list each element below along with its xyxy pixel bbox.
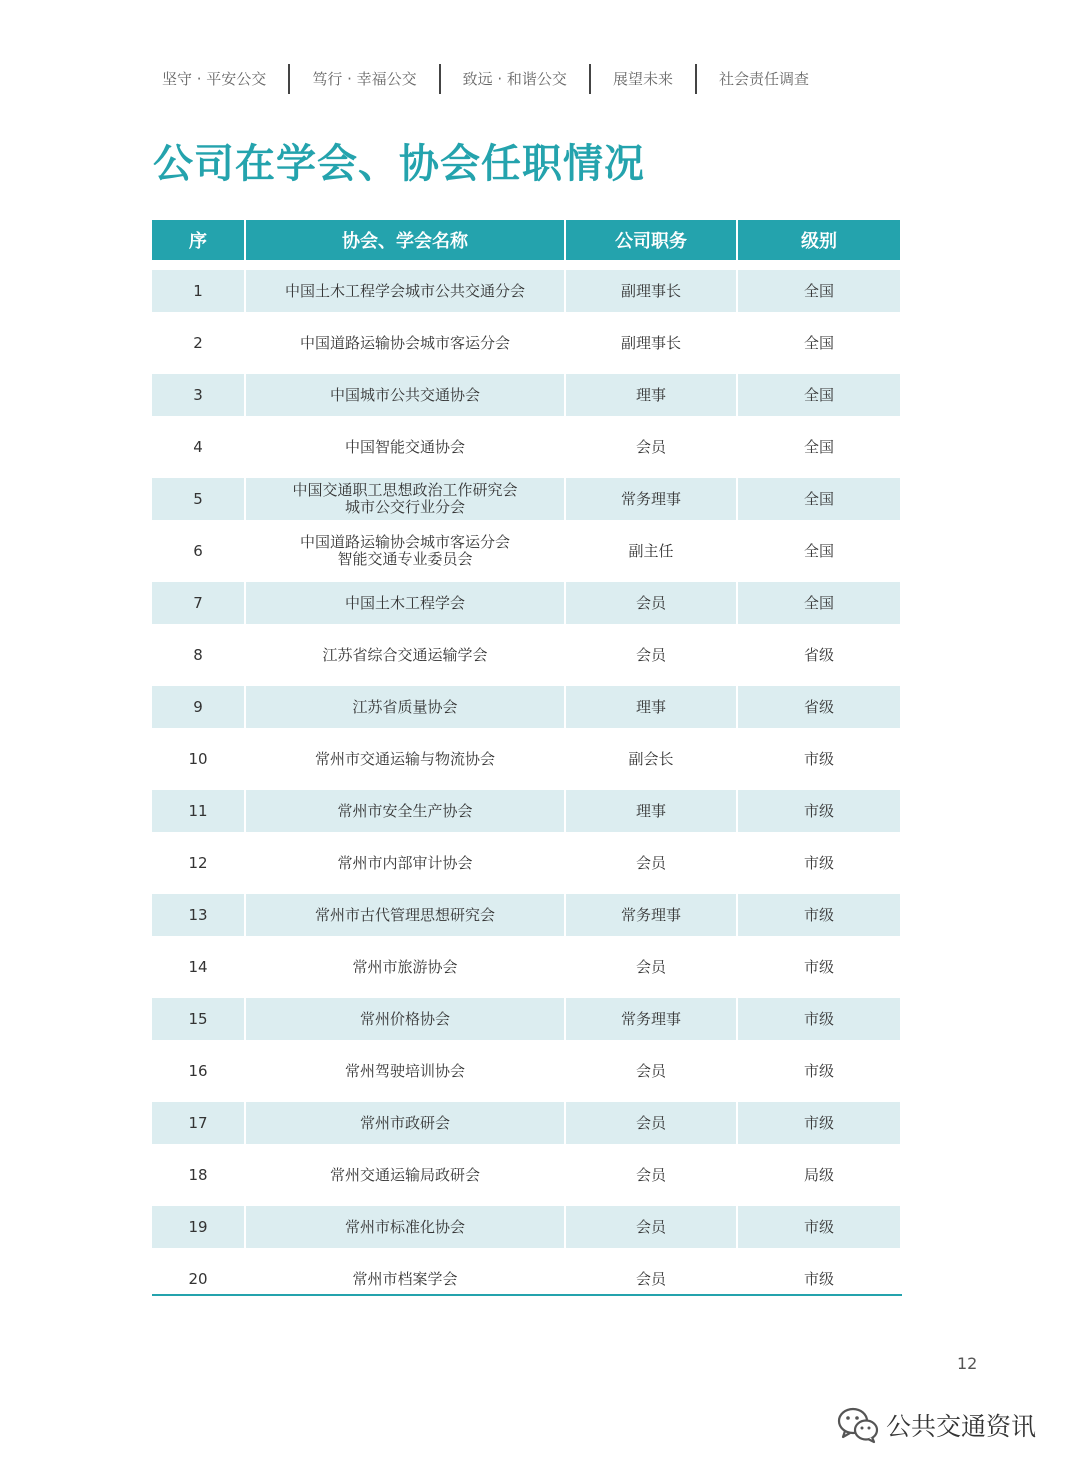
cell-name-line: 常州市标准化协会 — [344, 1217, 465, 1236]
cell-no: 14 — [152, 946, 244, 988]
cell-role: 理事 — [566, 686, 736, 728]
cell-level: 市级 — [738, 946, 900, 988]
cell-level: 市级 — [738, 790, 900, 832]
cell-level: 全国 — [738, 582, 900, 624]
cell-name-line: 常州市交通运输与物流协会 — [314, 749, 495, 768]
cell-role: 副理事长 — [566, 270, 736, 312]
cell-role: 常务理事 — [566, 894, 736, 936]
table-row — [152, 530, 900, 572]
table-row — [152, 374, 900, 416]
cell-name-line: 中国道路运输协会城市客运分会 — [299, 333, 510, 352]
watermark-text: 公共交通资讯 — [886, 1412, 1037, 1441]
cell-name — [246, 374, 564, 416]
cell-no: 7 — [152, 582, 244, 624]
cell-role: 理事 — [566, 790, 736, 832]
cell-name-line: 江苏省综合交通运输学会 — [322, 645, 488, 664]
cell-no: 13 — [152, 894, 244, 936]
cell-level: 全国 — [738, 322, 900, 364]
cell-no: 1 — [152, 270, 244, 312]
watermark — [836, 1405, 1036, 1445]
cell-name — [246, 530, 564, 572]
cell-name — [246, 998, 564, 1040]
cell-no: 17 — [152, 1102, 244, 1144]
page-title: 公司在学会、协会任职情况 — [153, 141, 645, 187]
cell-role: 会员 — [566, 1102, 736, 1144]
cell-name-line: 常州交通运输局政研会 — [329, 1165, 480, 1184]
cell-no: 9 — [152, 686, 244, 728]
cell-name-line: 中国道路运输协会城市客运分会 — [299, 533, 510, 551]
cell-name — [246, 1102, 564, 1144]
cell-level: 全国 — [738, 374, 900, 416]
table-row — [152, 1154, 900, 1196]
table-row — [152, 790, 900, 832]
cell-no: 19 — [152, 1206, 244, 1248]
header-role: 公司职务 — [566, 220, 736, 260]
cell-name-line: 常州价格协会 — [359, 1009, 450, 1028]
cell-no: 10 — [152, 738, 244, 780]
cell-name-line: 中国土木工程学会城市公共交通分会 — [284, 281, 525, 300]
nav-item-happiness[interactable]: 笃行 · 幸福公交 — [312, 70, 417, 88]
cell-role: 副会长 — [566, 738, 736, 780]
nav-item-safety[interactable]: 坚守 · 平安公交 — [162, 70, 267, 88]
cell-level: 局级 — [738, 1154, 900, 1196]
cell-name-line: 智能交通专业委员会 — [337, 550, 473, 568]
table-row — [152, 998, 900, 1040]
cell-level: 市级 — [738, 998, 900, 1040]
table-row — [152, 322, 900, 364]
table-row — [152, 894, 900, 936]
cell-name-line: 江苏省质量协会 — [352, 697, 458, 716]
table-row — [152, 270, 900, 312]
cell-level: 市级 — [738, 842, 900, 884]
cell-name-line: 中国智能交通协会 — [344, 437, 465, 456]
cell-name-line: 中国土木工程学会 — [344, 593, 465, 612]
cell-name — [246, 426, 564, 468]
cell-name-line: 城市公交行业分会 — [344, 498, 465, 516]
cell-level: 全国 — [738, 530, 900, 572]
cell-name — [246, 1050, 564, 1092]
table-body — [152, 270, 900, 1300]
cell-level: 省级 — [738, 686, 900, 728]
cell-role: 会员 — [566, 1206, 736, 1248]
cell-level: 省级 — [738, 634, 900, 676]
cell-no: 3 — [152, 374, 244, 416]
cell-role: 会员 — [566, 582, 736, 624]
cell-role: 会员 — [566, 1154, 736, 1196]
cell-level: 全国 — [738, 478, 900, 520]
cell-level: 市级 — [738, 1258, 900, 1300]
cell-name — [246, 686, 564, 728]
cell-name — [246, 790, 564, 832]
cell-name-line: 常州驾驶培训协会 — [344, 1061, 465, 1080]
cell-name-line: 中国城市公共交通协会 — [329, 385, 480, 404]
association-roles-table — [150, 210, 902, 1310]
cell-name-line: 中国交通职工思想政治工作研究会 — [292, 481, 518, 499]
table-row — [152, 582, 900, 624]
table-row — [152, 842, 900, 884]
cell-name — [246, 842, 564, 884]
table-row — [152, 738, 900, 780]
cell-name-line: 常州市古代管理思想研究会 — [314, 905, 495, 924]
cell-name — [246, 270, 564, 312]
nav-item-survey[interactable]: 社会责任调查 — [718, 70, 809, 88]
cell-no: 15 — [152, 998, 244, 1040]
cell-role: 会员 — [566, 842, 736, 884]
header-name: 协会、学会名称 — [246, 220, 564, 260]
table-row — [152, 478, 900, 520]
cell-name — [246, 1154, 564, 1196]
cell-name — [246, 634, 564, 676]
top-nav — [140, 62, 940, 96]
cell-level: 市级 — [738, 1102, 900, 1144]
table-row — [152, 426, 900, 468]
cell-role: 理事 — [566, 374, 736, 416]
cell-no: 4 — [152, 426, 244, 468]
cell-name — [246, 582, 564, 624]
cell-name — [246, 738, 564, 780]
cell-no: 6 — [152, 530, 244, 572]
table-header-row — [152, 220, 900, 260]
cell-level: 市级 — [738, 894, 900, 936]
table-row — [152, 686, 900, 728]
nav-item-future[interactable]: 展望未来 — [612, 70, 673, 88]
cell-no: 11 — [152, 790, 244, 832]
cell-name-line: 常州市旅游协会 — [352, 957, 458, 976]
cell-name-line: 常州市安全生产协会 — [337, 801, 473, 820]
nav-item-harmony[interactable]: 致远 · 和谐公交 — [462, 70, 567, 88]
cell-no: 8 — [152, 634, 244, 676]
cell-no: 12 — [152, 842, 244, 884]
table-row — [152, 946, 900, 988]
cell-role: 常务理事 — [566, 998, 736, 1040]
cell-role: 会员 — [566, 1258, 736, 1300]
cell-name — [246, 322, 564, 364]
cell-role: 会员 — [566, 426, 736, 468]
cell-name-line: 常州市内部审计协会 — [337, 853, 473, 872]
cell-name — [246, 946, 564, 988]
cell-level: 市级 — [738, 1206, 900, 1248]
cell-role: 会员 — [566, 946, 736, 988]
table-bottom-rule — [152, 1294, 902, 1296]
cell-level: 市级 — [738, 1050, 900, 1092]
header-no: 序 — [152, 220, 244, 260]
cell-no: 5 — [152, 478, 244, 520]
cell-level: 全国 — [738, 426, 900, 468]
table-row — [152, 1206, 900, 1248]
cell-no: 2 — [152, 322, 244, 364]
cell-name — [246, 894, 564, 936]
cell-name — [246, 478, 564, 520]
cell-name-line: 常州市政研会 — [359, 1113, 450, 1132]
wechat-icon — [836, 1405, 880, 1445]
cell-no: 18 — [152, 1154, 244, 1196]
cell-level: 全国 — [738, 270, 900, 312]
cell-role: 会员 — [566, 1050, 736, 1092]
header-level: 级别 — [738, 220, 900, 260]
cell-role: 会员 — [566, 634, 736, 676]
cell-role: 副主任 — [566, 530, 736, 572]
table-row — [152, 1102, 900, 1144]
cell-no: 16 — [152, 1050, 244, 1092]
page-number: 12 — [957, 1354, 978, 1373]
cell-role: 副理事长 — [566, 322, 736, 364]
cell-role: 常务理事 — [566, 478, 736, 520]
cell-level: 市级 — [738, 738, 900, 780]
table-row — [152, 1050, 900, 1092]
cell-name-line: 常州市档案学会 — [352, 1269, 458, 1288]
cell-no: 20 — [152, 1258, 244, 1300]
table-row — [152, 634, 900, 676]
cell-name — [246, 1206, 564, 1248]
